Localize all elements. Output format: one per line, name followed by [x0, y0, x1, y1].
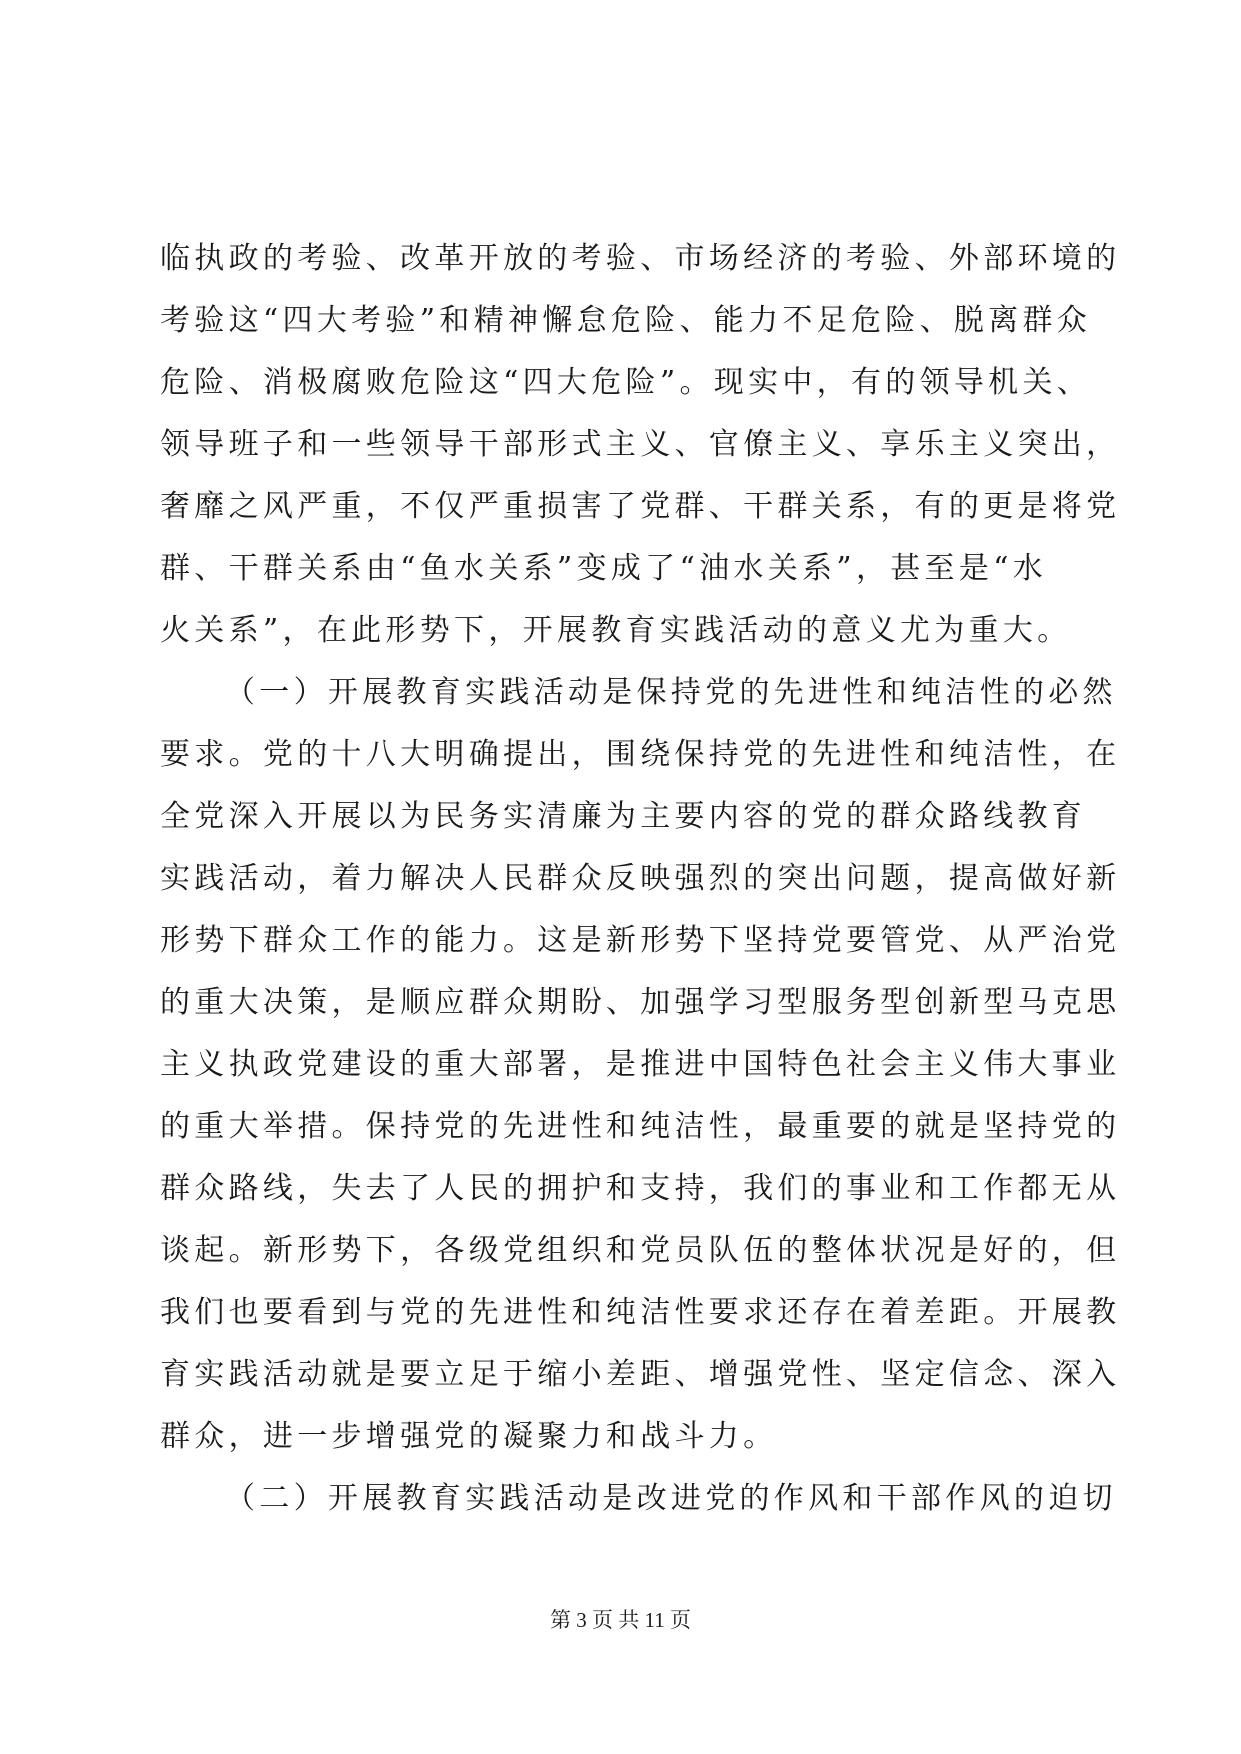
text-line: 全党深入开展以为民务实清廉为主要内容的党的群众路线教育	[160, 799, 1087, 834]
document-body	[160, 228, 1121, 1530]
text-line: 临执政的考验、改革开放的考验、市场经济的考验、外部环境的	[160, 241, 1121, 276]
text-line: 群众路线，失去了人民的拥护和支持，我们的事业和工作都无从	[160, 1171, 1121, 1206]
text-line: 群众，进一步增强党的凝聚力和战斗力。	[160, 1419, 778, 1454]
text-line: 的重大举措。保持党的先进性和纯洁性，最重要的就是坚持党的	[160, 1109, 1121, 1144]
text-line: 火关系”，在此形势下，开展教育实践活动的意义尤为重大。	[160, 613, 1072, 648]
text-line: 的重大决策，是顺应群众期盼、加强学习型服务型创新型马克思	[160, 985, 1121, 1020]
text-line: 要求。党的十八大明确提出，围绕保持党的先进性和纯洁性，在	[160, 737, 1121, 772]
section-heading-line: （一）开展教育实践活动是保持党的先进性和纯洁性的必然	[225, 675, 1117, 710]
text-line: 形势下群众工作的能力。这是新形势下坚持党要管党、从严治党	[160, 923, 1121, 958]
page-number-footer: 第 3 页 共 11 页	[550, 1608, 691, 1632]
text-line: 主义执政党建设的重大部署，是推进中国特色社会主义伟大事业	[160, 1047, 1121, 1082]
text-line: 领导班子和一些领导干部形式主义、官僚主义、享乐主义突出，	[160, 427, 1121, 462]
section-heading-line: （二）开展教育实践活动是改进党的作风和干部作风的迫切	[225, 1481, 1117, 1516]
text-line: 谈起。新形势下，各级党组织和党员队伍的整体状况是好的，但	[160, 1233, 1121, 1268]
text-line: 群、干群关系由“鱼水关系”变成了“油水关系”，甚至是“水	[160, 551, 1048, 586]
text-line: 危险、消极腐败危险这“四大危险”。现实中，有的领导机关、	[160, 365, 1092, 400]
text-line: 育实践活动就是要立足于缩小差距、增强党性、坚定信念、深入	[160, 1357, 1121, 1392]
text-line: 奢靡之风严重，不仅严重损害了党群、干群关系，有的更是将党	[160, 489, 1121, 524]
text-line: 考验这“四大考验”和精神懈怠危险、能力不足危险、脱离群众	[160, 303, 1092, 338]
text-line: 实践活动，着力解决人民群众反映强烈的突出问题，提高做好新	[160, 861, 1121, 896]
text-line: 我们也要看到与党的先进性和纯洁性要求还存在着差距。开展教	[160, 1295, 1121, 1330]
